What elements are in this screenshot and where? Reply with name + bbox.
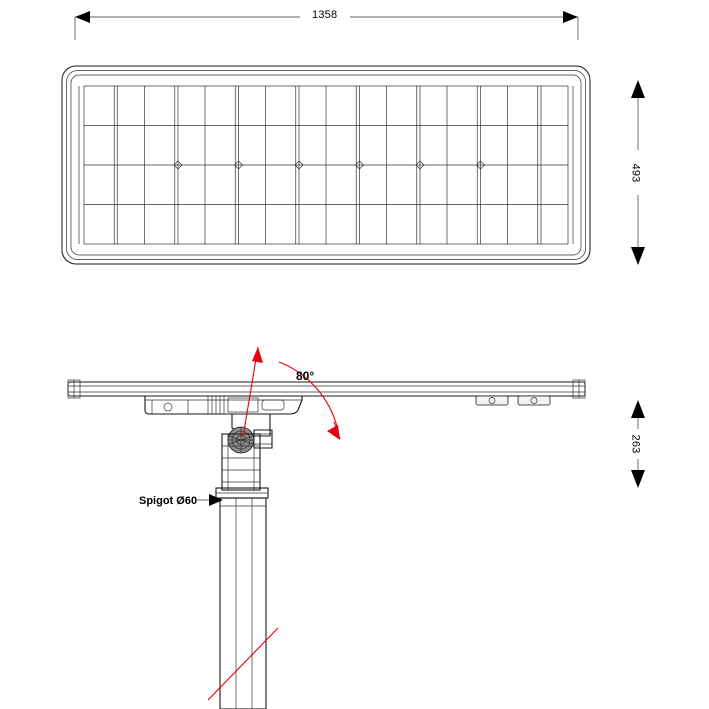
tilt-angle-label: 80°: [296, 369, 315, 383]
spigot-leader-arrow: [195, 490, 235, 510]
dimension-label-width: 1358: [312, 9, 338, 21]
dimension-label-height: 263: [629, 434, 642, 454]
mounting-pole: [220, 498, 266, 709]
top-view-solar-panel: [58, 62, 598, 272]
battery-housing: [145, 396, 302, 414]
side-view-panel-bar: [68, 380, 585, 398]
side-view-assembly: [40, 330, 640, 709]
panel-clamps: [476, 396, 550, 405]
dimension-line-depth: [600, 60, 680, 280]
dimension-line-width: [0, 0, 709, 40]
spigot-label: Spigot Ø60: [139, 495, 198, 507]
pole-break-line: [208, 628, 278, 700]
dimension-label-depth: 493: [629, 163, 642, 183]
